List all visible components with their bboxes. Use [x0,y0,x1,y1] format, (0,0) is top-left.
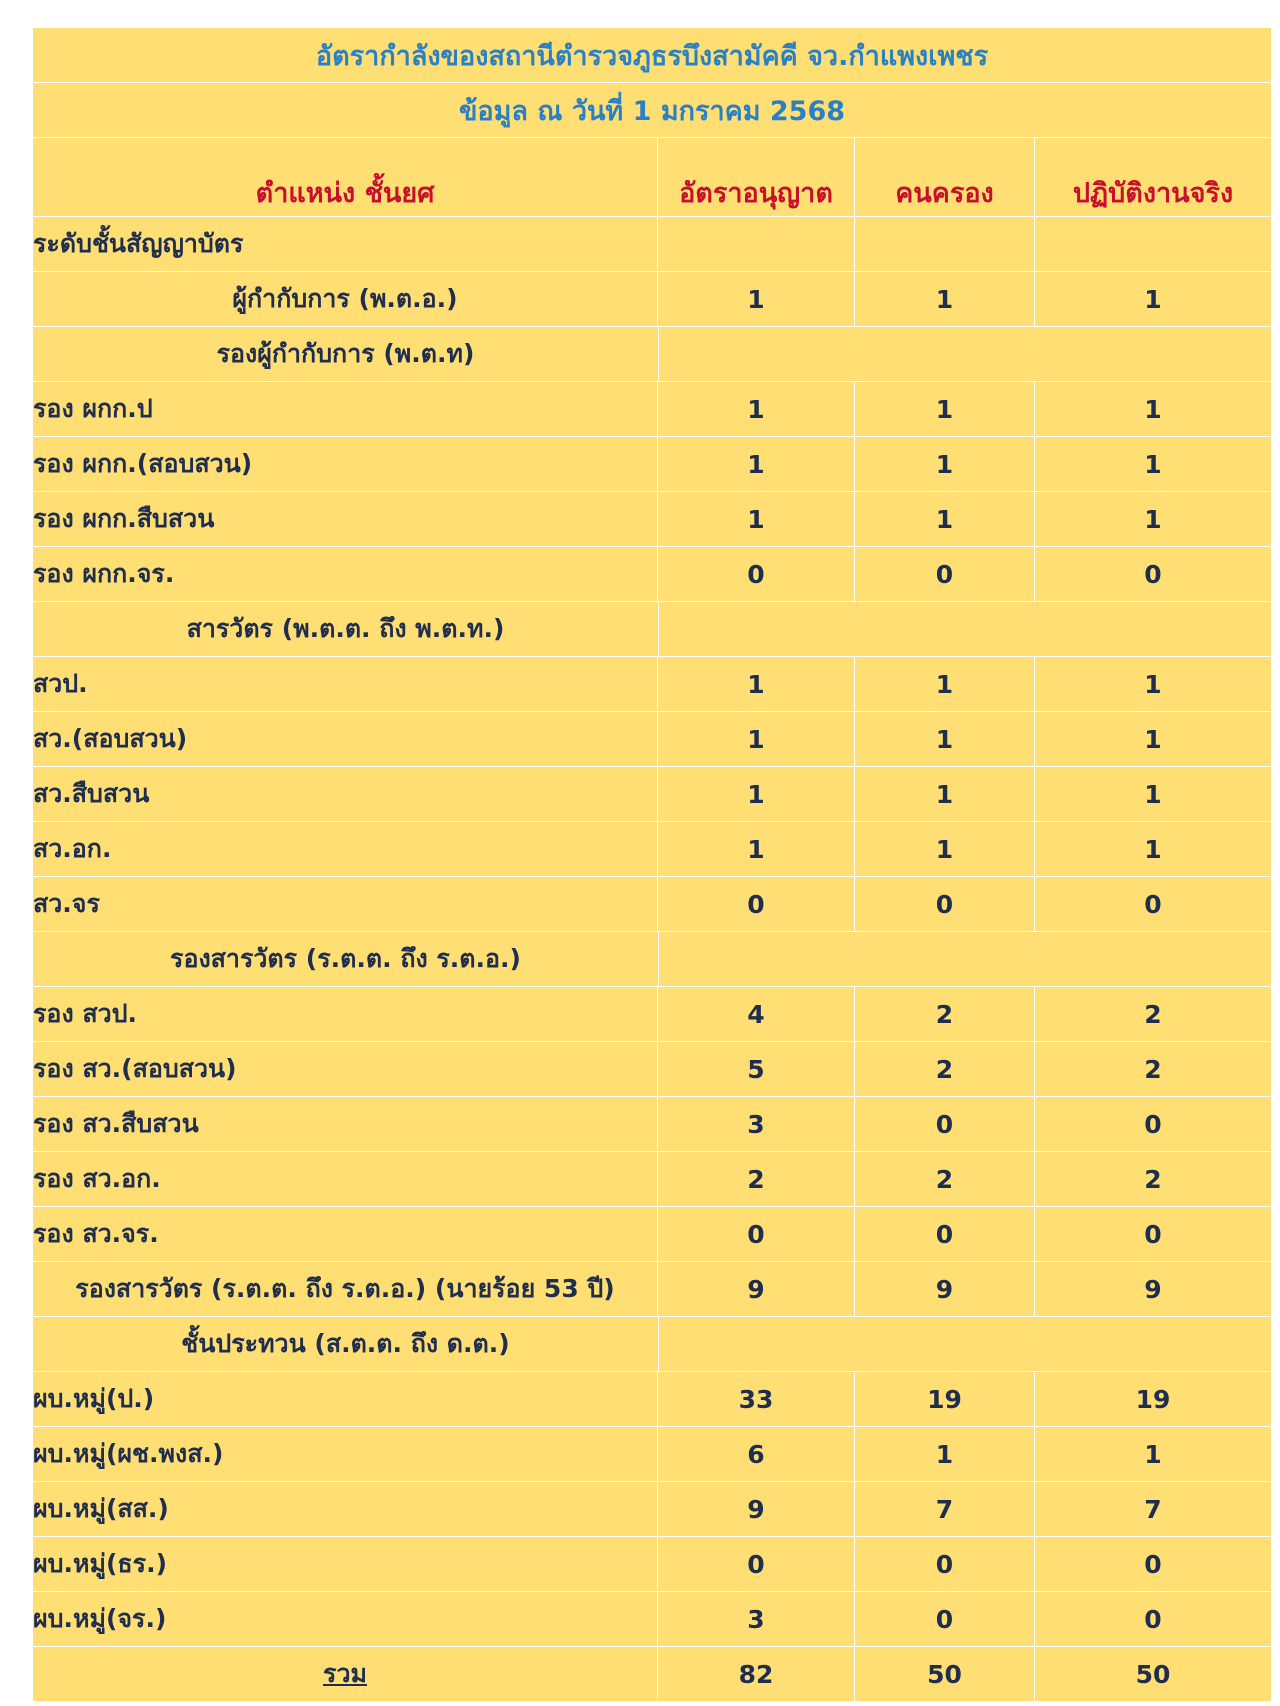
cell-authorized: 1 [658,822,855,876]
row-label: ผบ.หมู่(ป.) [33,1372,658,1426]
cell-authorized: 9 [658,1482,855,1536]
table-row [33,602,1271,657]
cell-occupied: 0 [855,1537,1035,1591]
cell-actual: 2 [1144,999,1162,1029]
total-row [33,1647,1271,1702]
row-label: รอง ผกก.ป [33,382,658,436]
cell-occupied: 7 [855,1482,1035,1536]
cell-actual: 1 [1144,834,1162,864]
cell-authorized: 5 [658,1042,855,1096]
row-label: สว.(สอบสวน) [33,712,658,766]
table-row [33,547,1271,602]
cell-actual: 7 [1144,1494,1162,1524]
cell-occupied: 0 [855,877,1035,931]
cell-authorized: 2 [658,1152,855,1206]
section-blank [658,1317,1271,1371]
table-row [33,822,1271,877]
cell-actual: 0 [1144,1549,1162,1579]
cell-actual: 19 [1135,1384,1171,1414]
row-label: ชั้นประทวน (ส.ต.ต. ถึง ด.ต.) [181,1329,510,1358]
row-label: สว.อก. [33,822,658,876]
table-row [33,327,1271,382]
subtitle-row [33,83,1271,138]
header-position: ตำแหน่ง ชั้นยศ [33,138,658,216]
cell-actual [1035,217,1271,271]
row-label: รอง ผกก.สืบสวน [33,492,658,546]
header-authorized: อัตราอนุญาต [658,138,855,216]
cell-occupied: 0 [855,1592,1035,1646]
cell-authorized: 1 [658,657,855,711]
row-label: ผู้กำกับการ (พ.ต.อ.) [33,272,658,326]
table-row [33,1097,1271,1152]
cell-actual: 1 [1144,779,1162,809]
table-row [33,437,1271,492]
cell-occupied: 2 [855,987,1035,1041]
table-row [33,1317,1271,1372]
header-row [33,138,1271,217]
row-label: รอง สวป. [33,987,658,1041]
cell-authorized: 1 [658,712,855,766]
cell-authorized: 0 [658,1207,855,1261]
cell-actual: 0 [1144,1219,1162,1249]
table-row [33,492,1271,547]
table-row [33,1592,1271,1647]
title-row [33,28,1271,83]
table-row [33,1427,1271,1482]
cell-actual: 1 [1144,1439,1162,1469]
cell-occupied: 1 [855,492,1035,546]
cell-actual: 0 [1144,1109,1162,1139]
cell-actual: 2 [1144,1054,1162,1084]
cell-occupied: 1 [855,657,1035,711]
table-row [33,1152,1271,1207]
row-label: รอง ผกก.(สอบสวน) [33,437,658,491]
row-label: รองสารวัตร (ร.ต.ต. ถึง ร.ต.อ.) [170,944,521,973]
cell-actual: 1 [1144,449,1162,479]
cell-authorized: 1 [658,767,855,821]
table-body [33,217,1271,1647]
row-label: รองผู้กำกับการ (พ.ต.ท) [216,339,475,368]
cell-actual: 1 [1144,669,1162,699]
row-label: สว.จร [33,877,658,931]
cell-authorized: 1 [658,272,855,326]
cell-actual: 2 [1144,1164,1162,1194]
staffing-table [33,28,1271,1702]
row-label: รอง สว.อก. [33,1152,658,1206]
cell-actual: 9 [1144,1274,1162,1304]
cell-actual: 1 [1144,504,1162,534]
table-row [33,1482,1271,1537]
cell-occupied: 1 [855,767,1035,821]
total-actual: 50 [1135,1659,1171,1689]
table-row [33,767,1271,822]
cell-authorized: 1 [658,492,855,546]
cell-actual: 0 [1144,889,1162,919]
row-label: รองสารวัตร (ร.ต.ต. ถึง ร.ต.อ.) (นายร้อย 53 ปี) [33,1262,658,1316]
table-row [33,1372,1271,1427]
table-row [33,1537,1271,1592]
table-title: อัตรากำลังของสถานีตำรวจภูธรบึงสามัคคี จว.กำแพงเพชร [315,40,989,72]
cell-occupied: 19 [855,1372,1035,1426]
cell-actual: 1 [1144,724,1162,754]
row-label: สว.สืบสวน [33,767,658,821]
table-row [33,877,1271,932]
cell-occupied: 0 [855,1097,1035,1151]
cell-authorized: 1 [658,382,855,436]
cell-authorized: 3 [658,1592,855,1646]
total-occupied: 50 [855,1647,1035,1701]
cell-occupied: 0 [855,547,1035,601]
table-row [33,1207,1271,1262]
cell-occupied: 1 [855,382,1035,436]
cell-authorized: 9 [658,1262,855,1316]
cell-occupied: 0 [855,1207,1035,1261]
cell-occupied: 1 [855,712,1035,766]
table-row [33,1042,1271,1097]
cell-occupied: 2 [855,1042,1035,1096]
row-label: ระดับชั้นสัญญาบัตร [33,217,658,271]
total-authorized: 82 [658,1647,855,1701]
row-label: รอง ผกก.จร. [33,547,658,601]
section-blank [658,932,1271,986]
cell-occupied: 1 [855,822,1035,876]
cell-authorized: 0 [658,547,855,601]
cell-actual: 0 [1144,1604,1162,1634]
table-row [33,217,1271,272]
header-occupied: คนครอง [855,138,1035,216]
cell-authorized: 1 [658,437,855,491]
row-label: ผบ.หมู่(ผช.พงส.) [33,1427,658,1481]
row-label: รอง สว.(สอบสวน) [33,1042,658,1096]
table-row [33,932,1271,987]
total-label: รวม [33,1647,658,1701]
table-row [33,1262,1271,1317]
cell-occupied: 1 [855,272,1035,326]
cell-occupied [855,217,1035,271]
cell-authorized [658,217,855,271]
row-label: ผบ.หมู่(ธร.) [33,1537,658,1591]
section-blank [658,327,1271,381]
row-label: รอง สว.จร. [33,1207,658,1261]
cell-authorized: 4 [658,987,855,1041]
table-row [33,382,1271,437]
cell-authorized: 0 [658,877,855,931]
table-row [33,987,1271,1042]
row-label: รอง สว.สืบสวน [33,1097,658,1151]
cell-occupied: 2 [855,1152,1035,1206]
table-row [33,272,1271,327]
row-label: ผบ.หมู่(สส.) [33,1482,658,1536]
cell-actual: 1 [1144,284,1162,314]
cell-occupied: 1 [855,1427,1035,1481]
cell-authorized: 3 [658,1097,855,1151]
row-label: สวป. [33,657,658,711]
table-row [33,712,1271,767]
section-blank [658,602,1271,656]
cell-occupied: 9 [855,1262,1035,1316]
cell-authorized: 0 [658,1537,855,1591]
table-subtitle: ข้อมูล ณ วันที่ 1 มกราคม 2568 [458,95,846,127]
row-label: ผบ.หมู่(จร.) [33,1592,658,1646]
table-row [33,657,1271,712]
cell-actual: 0 [1144,559,1162,589]
header-actual: ปฏิบัติงานจริง [1072,177,1234,209]
row-label: สารวัตร (พ.ต.ต. ถึง พ.ต.ท.) [186,614,505,643]
cell-authorized: 33 [658,1372,855,1426]
cell-actual: 1 [1144,394,1162,424]
cell-authorized: 6 [658,1427,855,1481]
cell-occupied: 1 [855,437,1035,491]
